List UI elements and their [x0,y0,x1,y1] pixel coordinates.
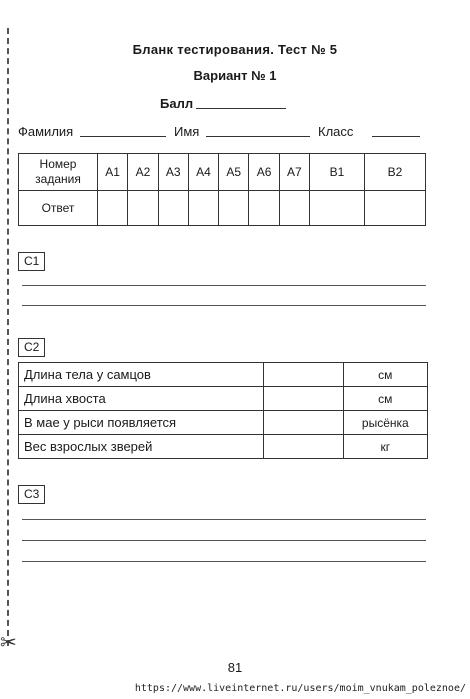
c2-unit: см [343,387,427,411]
table-row [19,411,428,435]
section-c2-label: C2 [18,338,45,357]
task-number-header: Номер задания [19,154,98,191]
c2-description: Длина хвоста [19,387,264,411]
answer-cell[interactable] [249,191,279,226]
variant-label: Вариант № 1 [193,68,277,83]
c3-answer-line[interactable] [22,519,426,520]
cut-line [7,28,9,646]
column-header: A2 [128,154,158,191]
c2-answer-cell[interactable] [264,411,343,435]
section-c3-label: C3 [18,485,45,504]
c1-answer-line[interactable] [22,305,426,306]
answer-cell[interactable] [310,191,365,226]
column-header: A5 [219,154,249,191]
section-c1-label: C1 [18,252,45,271]
name-label: Имя [174,124,200,139]
c1-answer-line[interactable] [22,285,426,286]
column-header: A1 [98,154,128,191]
answer-cell[interactable] [279,191,309,226]
source-url: https://www.liveinternet.ru/users/moim_vnukam_poleznoe/ [134,683,466,694]
c2-unit: см [343,363,427,387]
surname-label: Фамилия [18,124,74,139]
answer-label: Ответ [19,191,98,226]
answer-cell[interactable] [188,191,218,226]
table-row [19,363,428,387]
surname-field[interactable] [80,136,166,137]
c2-description: Вес взрослых зверей [19,435,264,459]
c2-answer-cell[interactable] [264,435,343,459]
answer-cell[interactable] [128,191,158,226]
column-header: B1 [310,154,365,191]
score-label: Балл [160,96,194,111]
table-row [19,435,428,459]
c2-answer-cell[interactable] [264,363,343,387]
c3-answer-line[interactable] [22,561,426,562]
table-row [19,387,428,411]
c2-description: В мае у рыси появляется [19,411,264,435]
page-number: 81 [227,660,243,675]
name-field[interactable] [206,136,310,137]
answer-row [19,191,426,226]
column-header: A6 [249,154,279,191]
class-field[interactable] [372,136,420,137]
c3-answer-line[interactable] [22,540,426,541]
answer-table-header-row [19,154,426,191]
score-field[interactable] [196,108,286,109]
scissors-icon: ✂ [0,630,17,654]
c2-unit: кг [343,435,427,459]
c2-unit: рысёнка [343,411,427,435]
answer-table [18,153,426,226]
class-label: Класс [318,124,354,139]
column-header: A3 [158,154,188,191]
answer-cell[interactable] [98,191,128,226]
answer-cell[interactable] [219,191,249,226]
answer-cell[interactable] [158,191,188,226]
column-header: A7 [279,154,309,191]
column-header: B2 [365,154,426,191]
answer-cell[interactable] [365,191,426,226]
column-header: A4 [188,154,218,191]
c2-answer-cell[interactable] [264,387,343,411]
c2-description: Длина тела у самцов [19,363,264,387]
page-title: Бланк тестирования. Тест № 5 [132,42,338,57]
c2-table [18,362,428,459]
